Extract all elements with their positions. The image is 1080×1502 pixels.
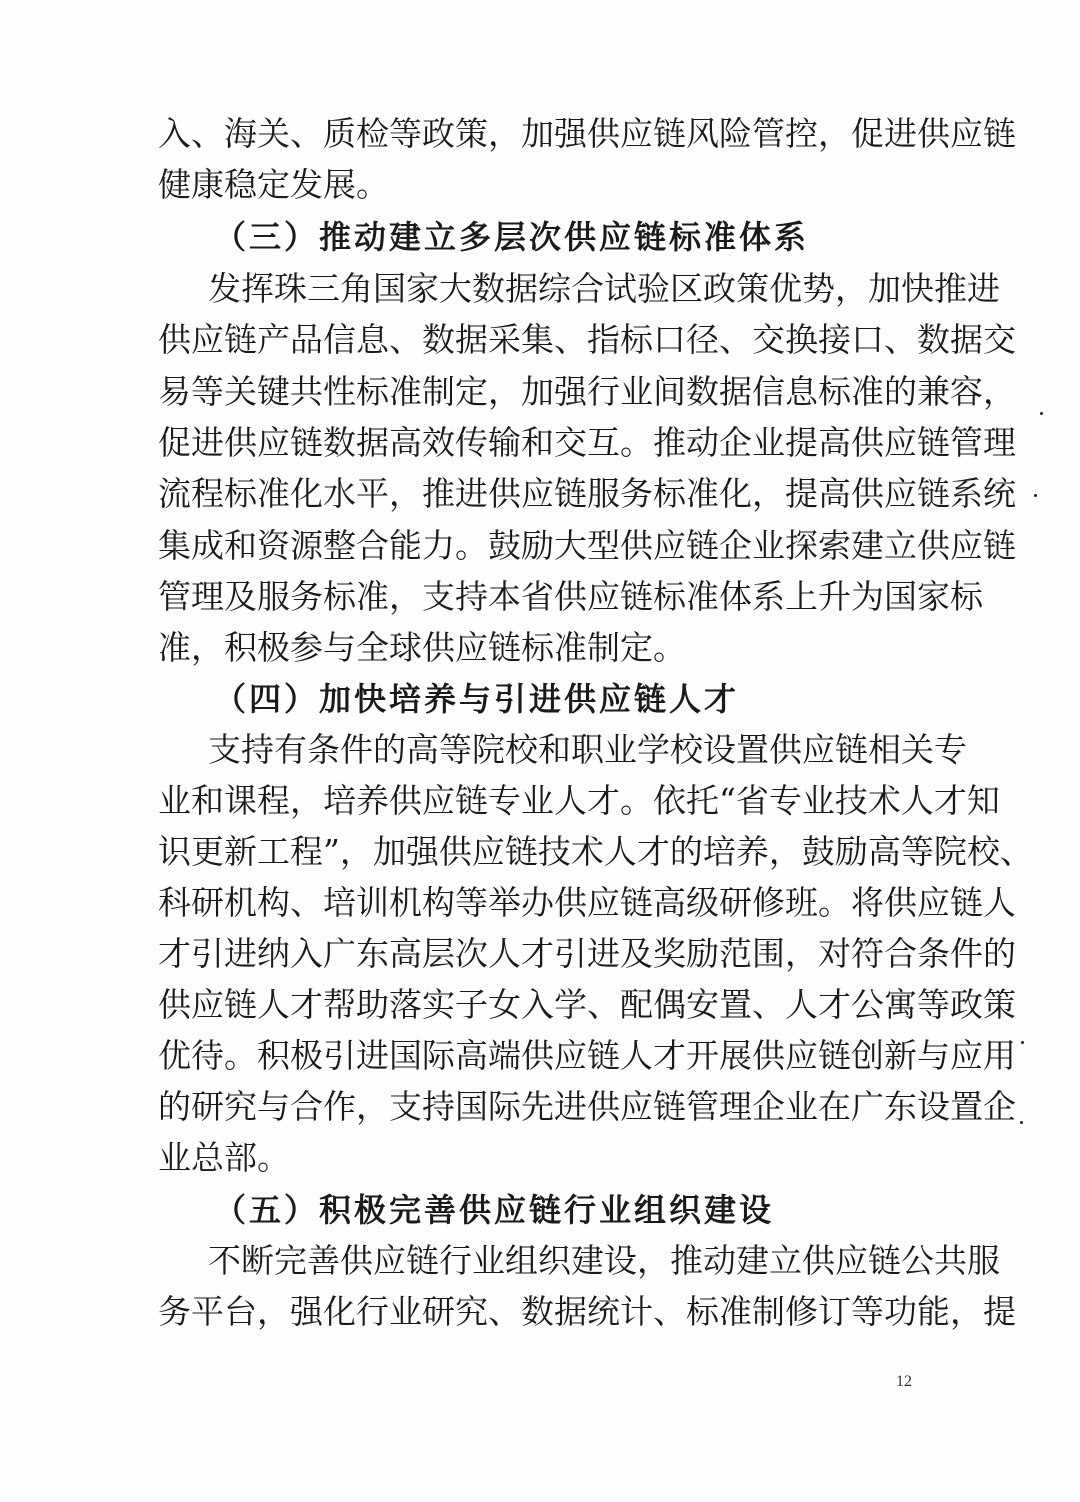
paragraph-line: 入、海关、质检等政策，加强供应链风险管控，促进供应链 (158, 114, 1016, 153)
section-heading-5: （五）积极完善供应链行业组织建设 (214, 1191, 775, 1229)
paragraph-line: 集成和资源整合能力。鼓励大型供应链企业探索建立供应链 (158, 526, 1016, 565)
paragraph-line: 识更新工程”，加强供应链技术人才的培养，鼓励高等院校、 (158, 832, 1033, 871)
paragraph-line: 准，积极参与全球供应链标准制定。 (158, 628, 686, 667)
paragraph-line: 易等关键共性标准制定，加强行业间数据信息标准的兼容， (158, 372, 1016, 411)
section-heading-3: （三）推动建立多层次供应链标准体系 (214, 218, 810, 256)
paragraph-line: 健康稳定发展。 (158, 165, 389, 204)
paragraph-line: 业总部。 (158, 1138, 290, 1177)
paragraph-line: 发挥珠三角国家大数据综合试验区政策优势，加快推进 (208, 269, 1000, 308)
paragraph-line: 支持有条件的高等院校和职业学校设置供应链相关专 (208, 730, 967, 769)
scan-speck (1021, 1041, 1024, 1044)
scan-speck (1040, 412, 1043, 415)
paragraph-line: 不断完善供应链行业组织建设，推动建立供应链公共服 (208, 1241, 1000, 1280)
paragraph-line: 供应链人才帮助落实子女入学、配偶安置、人才公寓等政策 (158, 985, 1016, 1024)
paragraph-line: 管理及服务标准，支持本省供应链标准体系上升为国家标 (158, 577, 983, 616)
section-heading-4: （四）加快培养与引进供应链人才 (214, 680, 740, 718)
paragraph-line: 业和课程，培养供应链专业人才。依托“省专业技术人才知 (158, 781, 1000, 820)
paragraph-line: 供应链产品信息、数据采集、指标口径、交换接口、数据交 (158, 320, 1016, 359)
scan-speck (1034, 494, 1037, 497)
paragraph-line: 才引进纳入广东高层次人才引进及奖励范围，对符合条件的 (158, 934, 1016, 973)
page-number: 12 (896, 1373, 912, 1390)
paragraph-line: 优待。积极引进国际高端供应链人才开展供应链创新与应用 (158, 1036, 1016, 1075)
paragraph-line: 促进供应链数据高效传输和交互。推动企业提高供应链管理 (158, 423, 1016, 462)
paragraph-line: 流程标准化水平，推进供应链服务标准化，提高供应链系统 (158, 474, 1016, 513)
paragraph-line: 科研机构、培训机构等举办供应链高级研修班。将供应链人 (158, 883, 1016, 922)
paragraph-line: 的研究与合作，支持国际先进供应链管理企业在广东设置企 (158, 1087, 1016, 1126)
paragraph-line: 务平台，强化行业研究、数据统计、标准制修订等功能，提 (158, 1292, 1016, 1331)
scan-speck (1020, 1121, 1023, 1124)
